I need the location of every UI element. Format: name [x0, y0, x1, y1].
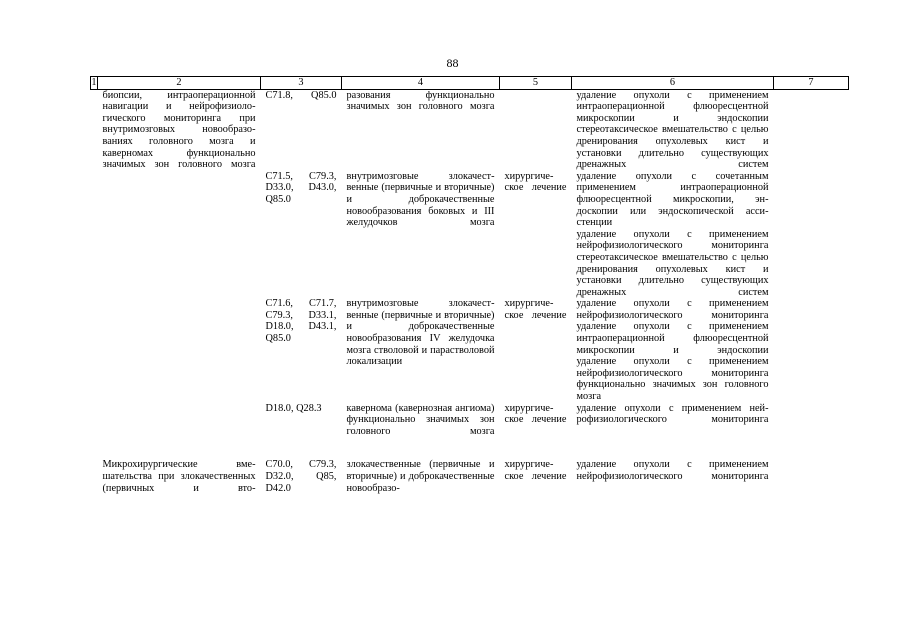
procedure-description-cell: Микрохирургические вмешательства при злокачественных (первичных и вто-: [102, 459, 256, 494]
diagnosis-cell: злокачественные (первичные и вторичные) и доброкачественные новообразо-: [346, 459, 495, 494]
treatment-method-cell: [572, 459, 774, 494]
icd-codes-cell: C71.6, C71.7, C79.3, D33.1, D18.0, D43.1, Q85.0: [265, 298, 337, 345]
column-header-7: 7: [774, 77, 849, 90]
column-header-2: 2: [98, 77, 261, 90]
diagnosis-cell: разования функционально значимых зон головного мозга: [346, 89, 495, 113]
treatment-type-cell: хирургическое лечение: [504, 459, 567, 482]
icd-codes-cell: C70.0, C79.3, D32.0, Q85, D42.0: [265, 459, 337, 494]
icd-codes-cell: C71.8, Q85.0: [265, 89, 337, 101]
diagnosis-cell: внутримозговые злокачественные (первичные и вторичные) и доброкачественные новообразования IV желудочка мозга стволовой и парастволовой локализации: [346, 298, 495, 368]
treatment-method-item: удаление опухоли с сочетанным применением интраоперационной флюоресцентной микроскопии, эндоскопии или эндоскопической ассистенции: [576, 170, 769, 229]
column-header-6: 6: [572, 77, 774, 90]
column-header-4: 4: [342, 77, 500, 90]
treatment-method-cell: [572, 298, 774, 402]
treatment-method-item: удаление опухоли с применением нейрофизиологического мониторинга: [576, 228, 769, 252]
treatment-method-item: удаление опухоли с применением нейрофизиологического мониторинга: [576, 402, 769, 426]
treatment-method-item: стереотаксическое вмешательство с целью дренирования опухолевых кист и установки длительно существующих дренажных систем: [576, 251, 769, 298]
treatment-type-cell: хирургическое лечение: [504, 402, 567, 426]
treatment-method-item: удаление опухоли с применением нейрофизиологического мониторинга: [576, 459, 769, 482]
icd-codes-cell: C71.5, C79.3, D33.0, D43.0, Q85.0: [265, 170, 337, 205]
treatment-method-item: удаление опухоли с применением нейрофизиологического мониторинга функционально значимых зон головного мозга: [576, 356, 769, 403]
treatment-type-cell: хирургическое лечение: [504, 170, 567, 194]
treatment-method-item: удаление опухоли с применением интраоперационной флюоресцентной микроскопии и эндоскопии: [576, 89, 769, 124]
treatment-method-item: удаление опухоли с применением нейрофизиологического мониторинга: [576, 298, 769, 321]
treatment-method-cell: [572, 89, 774, 171]
treatment-method-item: удаление опухоли с применением интраоперационной флюоресцентной микроскопии и эндоскопии: [576, 321, 769, 356]
column-number-row: [91, 77, 849, 90]
medical-procedures-table: [90, 76, 849, 494]
treatment-method-cell: [572, 403, 774, 438]
procedure-description-cell: биопсии, интраоперационной навигации и нейрофизиологического мониторинга при внутримозговых новообразованиях головного мозга и каверномах функционально значимых зон головного мозга: [102, 89, 256, 171]
page-number: 88: [446, 56, 459, 70]
treatment-type-cell: хирургическое лечение: [504, 298, 567, 321]
treatment-method-item: стереотаксическое вмешательство с целью дренирования опухолевых кист и установки длительно существующих дренажных систем: [576, 124, 769, 171]
table-row: [91, 459, 849, 494]
treatment-method-cell: [572, 171, 774, 299]
icd-codes-cell: D18.0, Q28.3: [265, 402, 322, 414]
diagnosis-cell: каверномa (кавернозная ангиома) функционально значимых зон головного мозга: [346, 402, 495, 437]
column-header-3: 3: [261, 77, 342, 90]
treatment-type-cell: [500, 89, 572, 171]
column-header-5: 5: [500, 77, 572, 90]
table-row: [91, 89, 849, 171]
column-header-1: 1: [91, 77, 97, 88]
diagnosis-cell: внутримозговые злокачественные (первичные и вторичные) и доброкачественные новообразования боковых и III желудочков мозга: [346, 170, 495, 229]
